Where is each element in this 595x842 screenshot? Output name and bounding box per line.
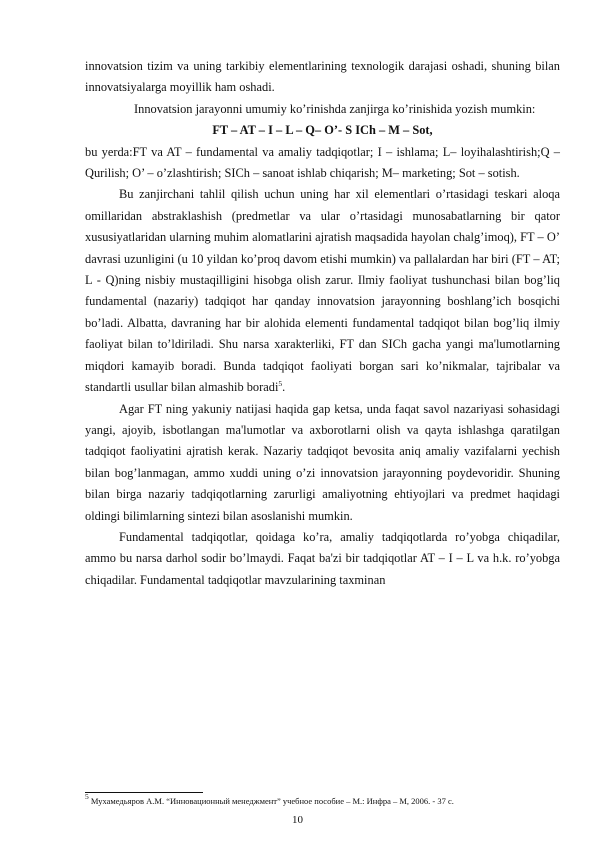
paragraph-4 — [85, 184, 560, 398]
document-body — [85, 56, 560, 591]
page-number: 10 — [292, 814, 303, 826]
paragraph-3: bu yerda:FT va AT – fundamental va amaliy tadqiqotlar; I – ishlama; L– loyihalashtirish;Q – Qurilish; O’ – o’zlashtirish; SICh – sanoat ishlab chiqarish; M– marketing; Sot – sotish. — [85, 144, 560, 181]
footnote-divider — [85, 792, 203, 793]
paragraph-4-end: . — [282, 380, 286, 395]
paragraph-2: Innovatsion jarayonni umumiy ko’rinishda zanjirga ko’rinishida yozish mumkin: — [134, 101, 536, 116]
process-chain-formula: FT – AT – I – L – Q– O’- S ICh – M – Sot, — [212, 123, 433, 138]
paragraph-1: innovatsion tizim va uning tarkibiy elementlarining texnologik darajasi oshadi, shuning bilan innovatsiyalarga moyillik ham oshadi. — [85, 59, 560, 95]
footnote — [85, 792, 560, 807]
paragraph-6: Fundamental tadqiqotlar, qoidaga ko’ra, amaliy tadqiqotlarda ro’yobga chiqadilar, ammo bu narsa darhol sodir bo’lmaydi. Faqat ba'zi bir tadqiqotlar AT – I – L va h.k. ro’yobga chiqadilar. Fundamental tadqiqotlar mavzularining taxminan — [85, 529, 560, 587]
footnote-text: Мухамедьяров А.М. “Инновационный менеджмент” учебное пособие – М.: Инфра – М, 2006. - 37 с. — [88, 796, 454, 806]
paragraph-4-text: Bu zanjirchani tahlil qilish uchun uning har xil elementlari o’rtasidagi teskari aloqa omillaridan abstraklashish (predmetlar va ular o’rtasidagi munosabatlarning bir qator xususiyatlaridan ularning muhim alomatlarini ajratish maqsadida hayolan chalg’imoq), FT – O’ davrasi uzunligini (u 10 yildan ko’proq davom etishi mumkin) va pallalardan har biri (FT – AT; L - Q)ning nisbiy mustaqilligini hisobga olish zarur. Ilmiy faoliyat tushunchasi bilan bog’liq fundamental (nazariy) tadqiqot har qanday innovatsion jarayonning boshlang’ich bosqichi bo’ladi. Albatta, davraning har bir alohida elementi fundamental tadqiqot bilan bog’liq ilmiy faoliyat bilan to’ldiriladi. Shu narsa xarakterliki, FT dan SICh gacha yangi ma'lumotlarning miqdori kamayib boradi. Bunda tadqiqot faoliyati borgan sari ko’nikmalar, tajribalar va standartli usullar bilan almashib boradi — [85, 187, 560, 395]
paragraph-5: Agar FT ning yakuniy natijasi haqida gap ketsa, unda faqat savol nazariyasi sohasidagi yangi, ajoyib, isbotlangan ma'lumotlar va axborotlarni olish va qayta ishlashga qaratilgan tadqiqot faoliyatini ajratish kerak. Nazariy tadqiqot bevosita aniq amaliy vazifalarni yechish bilan bog’lanmagan, ammo xuddi uning o’zi innovatsion jarayonning poydevoridir. Shuning bilan birga nazariy tadqiqotlarning zarurligi amaliyotning ehtiyojlari va predmet haqidagi oldingi bilimlarning sintezi bilan asoslanishi mumkin. — [85, 401, 560, 523]
footnote-ref[interactable]: 5 — [278, 379, 283, 389]
footnote-number: 5 — [85, 792, 89, 801]
